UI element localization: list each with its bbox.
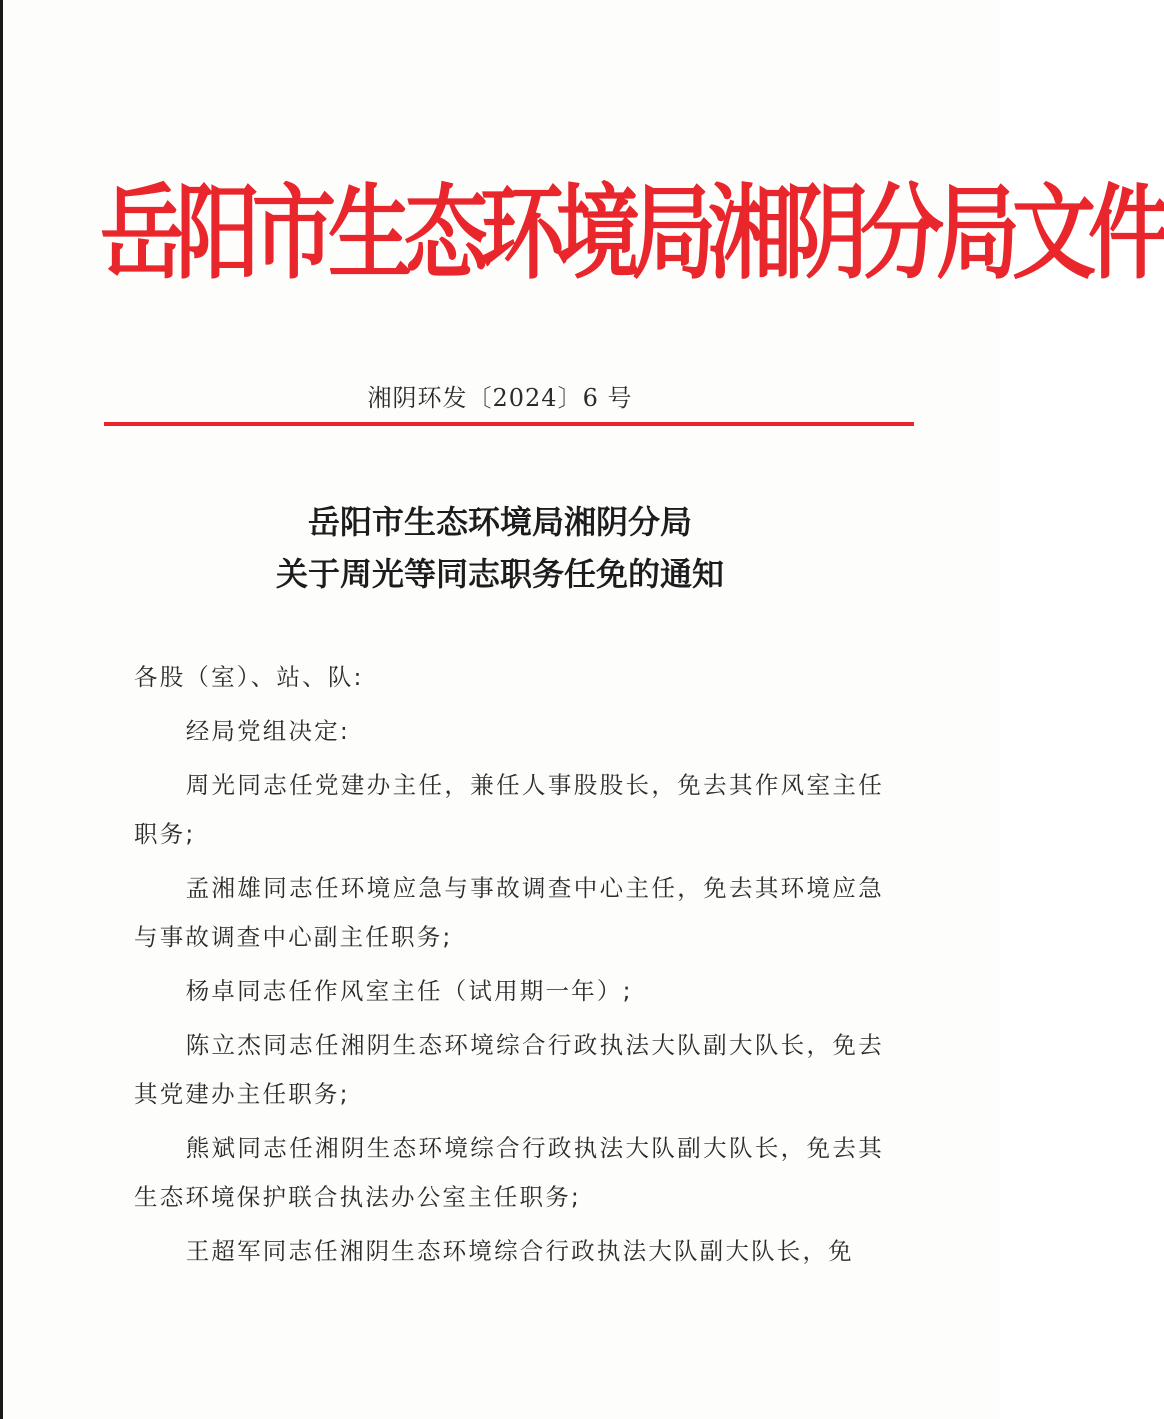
paragraph-appointment: 熊斌同志任湘阴生态环境综合行政执法大队副大队长，免去其生态环境保护联合执法办公室主任职务; [134, 1134, 884, 1211]
notice-body [134, 653, 884, 1281]
masthead-title: 岳阳市生态环境局湘阴分局文件 [100, 172, 1164, 293]
paragraph-appointment: 孟湘雄同志任环境应急与事故调查中心主任，免去其环境应急与事故调查中心副主任职务; [134, 874, 884, 951]
paragraph-appointment: 陈立杰同志任湘阴生态环境综合行政执法大队副大队长，免去其党建办主任职务; [134, 1031, 884, 1108]
document-number: 湘阴环发〔2024〕6 号 [367, 384, 633, 412]
notice-title-line-2: 关于周光等同志职务任免的通知 [275, 555, 724, 593]
paragraph-decision: 经局党组决定: [185, 717, 351, 745]
notice-title-line-1: 岳阳市生态环境局湘阴分局 [307, 503, 692, 541]
red-separator-line [104, 422, 914, 426]
paragraph-appointment: 杨卓同志任作风室主任（试用期一年）; [185, 977, 633, 1005]
notice-title [0, 496, 1000, 600]
scan-edge [0, 0, 3, 1419]
salutation: 各股（室）、站、队: [134, 663, 364, 691]
paragraph-appointment: 周光同志任党建办主任，兼任人事股股长，免去其作风室主任职务; [134, 771, 884, 848]
paragraph-appointment: 王超军同志任湘阴生态环境综合行政执法大队副大队长，免 [185, 1237, 854, 1265]
